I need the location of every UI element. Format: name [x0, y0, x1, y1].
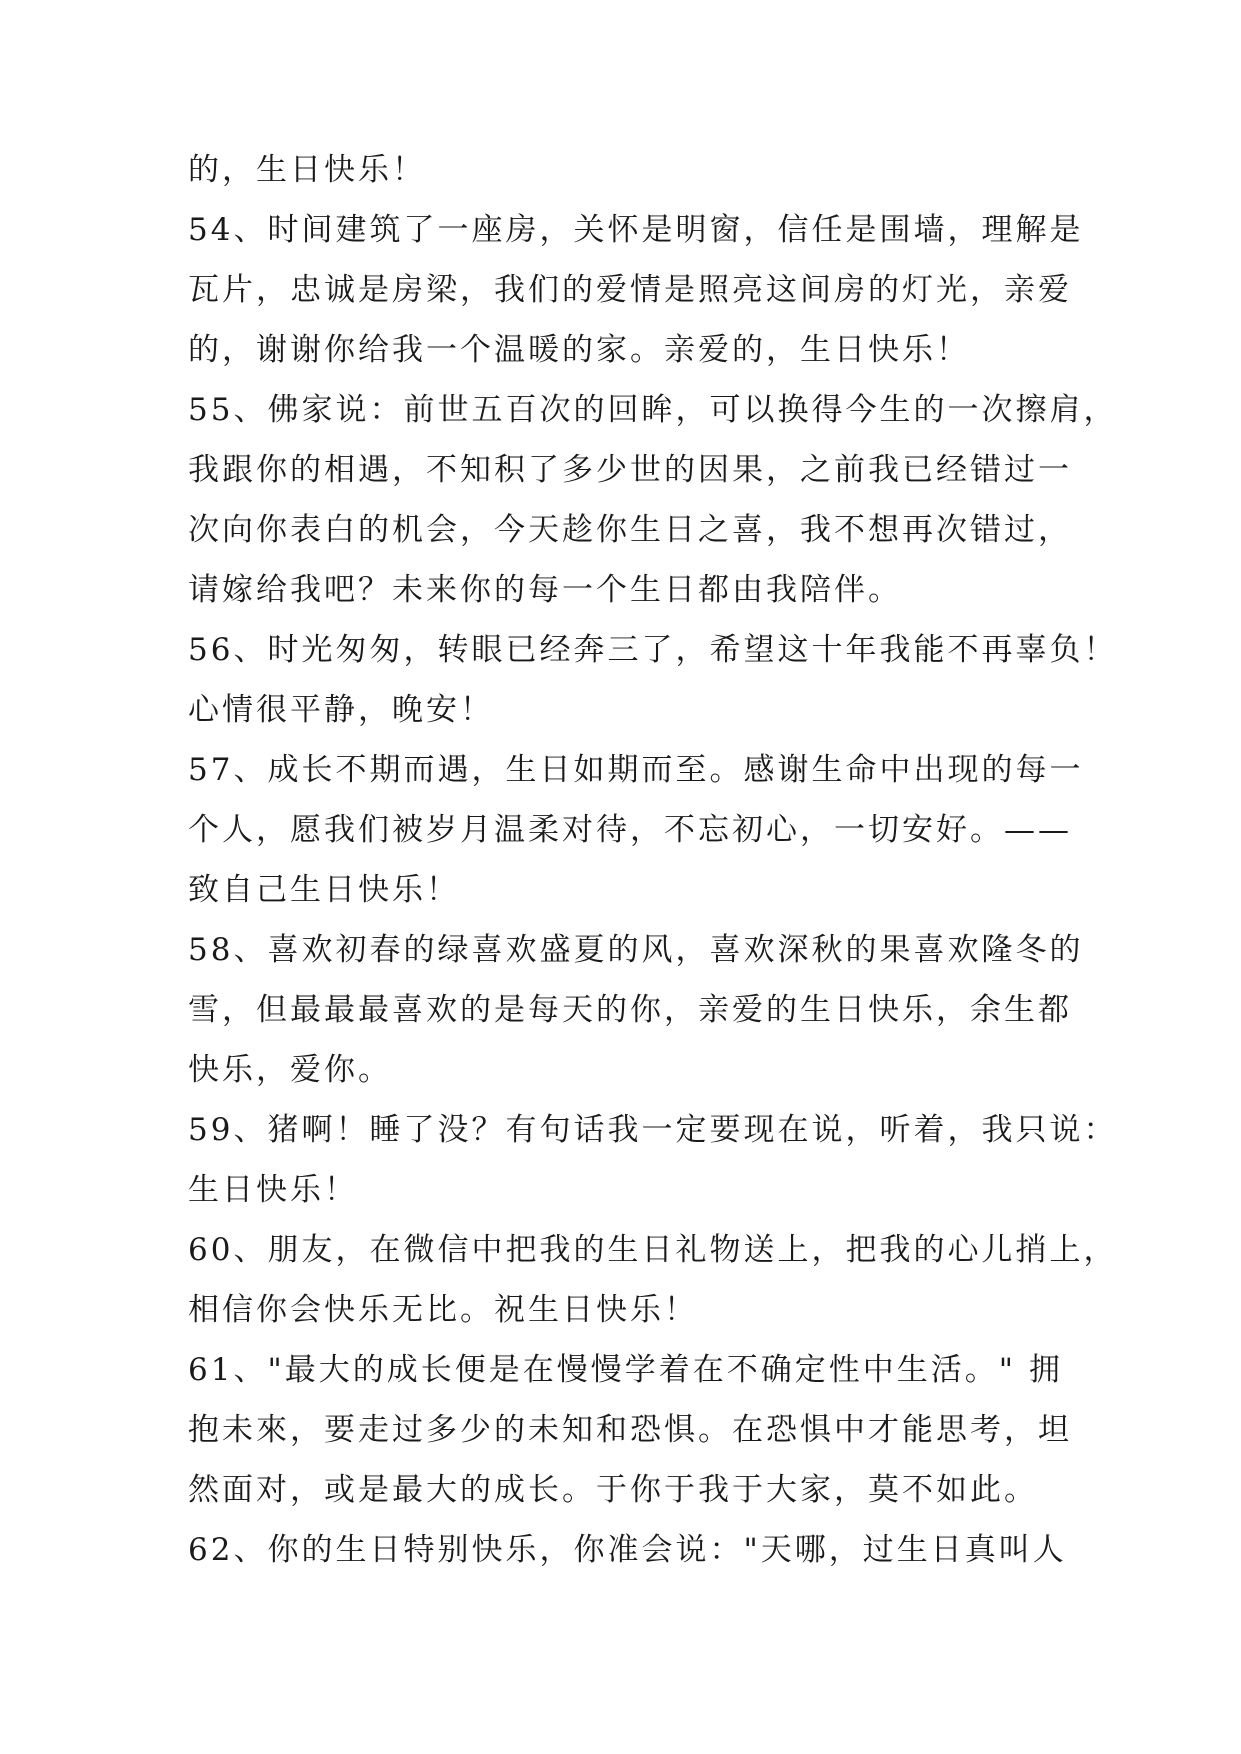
text-line: 然面对，或是最大的成长。于你于我于大家，莫不如此。	[188, 1472, 1038, 1508]
text-line: 生日快乐！	[188, 1172, 358, 1208]
text-line: 心情很平静，晚安！	[188, 692, 494, 728]
text-line: 雪，但最最最喜欢的是每天的你，亲爱的生日快乐，余生都	[188, 992, 1072, 1028]
text-line: 我跟你的相遇，不知积了多少世的因果，之前我已经错过一	[188, 452, 1072, 488]
text-line: 个人，愿我们被岁月温柔对待，不忘初心，一切安好。——	[188, 812, 1072, 848]
text-line: 的，谢谢你给我一个温暖的家。亲爱的，生日快乐！	[188, 332, 970, 368]
text-line: 58、喜欢初春的绿喜欢盛夏的风，喜欢深秋的果喜欢隆冬的	[188, 932, 1084, 968]
text-line: 54、时间建筑了一座房，关怀是明窗，信任是围墙，理解是	[188, 212, 1084, 248]
text-line: 55、佛家说：前世五百次的回眸，可以换得今生的一次擦肩，	[188, 392, 1118, 428]
text-line: 60、朋友，在微信中把我的生日礼物送上，把我的心儿捎上，	[188, 1232, 1118, 1268]
text-line: 致自己生日快乐！	[188, 872, 460, 908]
text-line: 61、"最大的成长便是在慢慢学着在不确定性中生活。" 拥	[188, 1352, 1063, 1388]
text-line: 62、你的生日特别快乐，你准会说："天哪，过生日真叫人	[188, 1532, 1067, 1568]
text-line: 相信你会快乐无比。祝生日快乐！	[188, 1292, 698, 1328]
text-line: 快乐，爱你。	[188, 1052, 392, 1088]
text-line: 抱未來，要走过多少的未知和恐惧。在恐惧中才能思考，坦	[188, 1412, 1072, 1448]
text-line: 56、时光匆匆，转眼已经奔三了，希望这十年我能不再辜负！	[188, 632, 1118, 668]
text-line: 57、成长不期而遇，生日如期而至。感谢生命中出现的每一	[188, 752, 1084, 788]
text-line: 次向你表白的机会，今天趁你生日之喜，我不想再次错过，	[188, 512, 1072, 548]
text-line: 请嫁给我吧？未来你的每一个生日都由我陪伴。	[188, 572, 902, 608]
text-line: 瓦片，忠诚是房梁，我们的爱情是照亮这间房的灯光，亲爱	[188, 272, 1072, 308]
text-line: 59、猪啊！睡了没？有句话我一定要现在说，听着，我只说：	[188, 1112, 1118, 1148]
document-body	[188, 140, 1118, 1580]
text-line: 的，生日快乐！	[188, 152, 426, 188]
